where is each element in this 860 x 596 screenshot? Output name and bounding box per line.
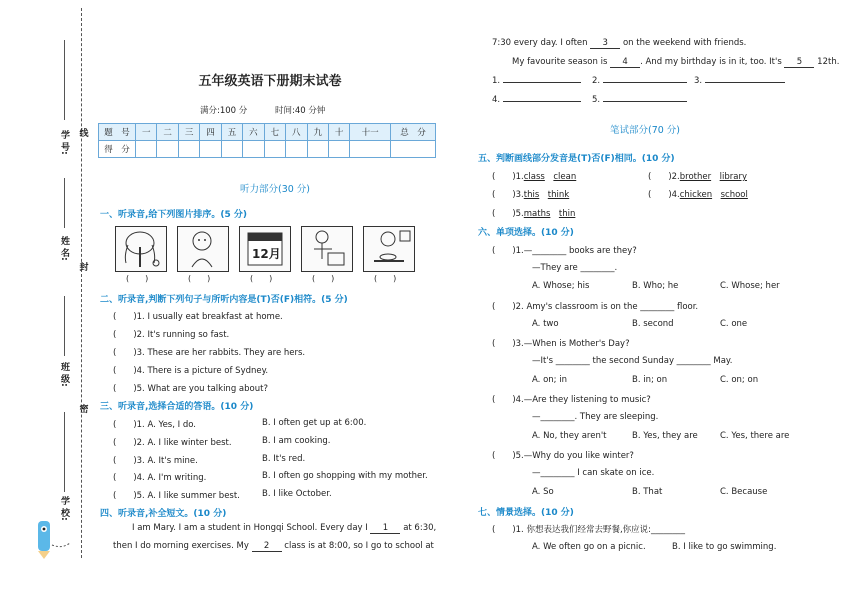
- order-blank[interactable]: ( ): [312, 274, 335, 283]
- calendar-text: 12月: [252, 247, 281, 261]
- mc-option-b[interactable]: B. Yes, they are: [632, 431, 698, 441]
- answer-line-2[interactable]: 2.: [592, 76, 687, 86]
- score-table-header: 二: [157, 124, 178, 141]
- tf-item: ( )2. It's running so fast.: [113, 330, 230, 340]
- seal-char-xian: 线: [79, 129, 89, 139]
- choice-option-b: B. I often go shopping with my mother.: [262, 471, 428, 481]
- section-6-title: 六、单项选择。(10 分): [478, 228, 574, 238]
- pencil-mascot-icon: [28, 515, 76, 561]
- choice-option-b: B. I like October.: [262, 489, 332, 499]
- order-blank[interactable]: ( ): [126, 274, 149, 283]
- tree-picture: [115, 226, 167, 272]
- mc-question-line2: —They are ________.: [532, 263, 618, 273]
- tf-item: ( )3. These are her rabbits. They are hers.: [113, 348, 306, 358]
- mc-question: ( )3.—When is Mother's Day?: [492, 339, 630, 349]
- phonics-item: ( )1.class clean: [492, 172, 577, 182]
- tf-item: ( )4. There is a picture of Sydney.: [113, 366, 269, 376]
- mc-option-b[interactable]: B. That: [632, 487, 663, 497]
- seal-char-feng: 封: [79, 263, 89, 273]
- student-name-label: 姓 名:: [59, 236, 69, 261]
- score-cell[interactable]: [136, 141, 157, 158]
- calendar-picture: [239, 226, 291, 272]
- situation-option-b[interactable]: B. I like to go swimming.: [672, 542, 777, 552]
- school-line[interactable]: [64, 412, 65, 492]
- score-table-header: 总 分: [391, 124, 436, 141]
- mc-question: ( )2. Amy's classroom is on the ________ floor.: [492, 302, 699, 312]
- choice-option-b: B. It's red.: [262, 454, 306, 464]
- score-table-header: 三: [178, 124, 199, 141]
- score-cell[interactable]: [264, 141, 285, 158]
- answer-line-3[interactable]: 3.: [694, 76, 785, 86]
- mc-question-line2: —________. They are sleeping.: [532, 412, 659, 422]
- blank-1[interactable]: 1: [370, 523, 400, 534]
- score-row-label: 得 分: [99, 141, 136, 158]
- mc-option-c[interactable]: C. Whose; her: [720, 281, 780, 291]
- passage-line-2: then I do morning exercises. My 2 class is at 8:00, so I go to school at: [113, 541, 434, 551]
- class-line[interactable]: [64, 296, 65, 356]
- score-table-header: 五: [221, 124, 242, 141]
- mc-option-c[interactable]: C. one: [720, 319, 748, 329]
- time-limit: 时间:40 分钟: [275, 106, 326, 116]
- tf-item: ( )5. What are you talking about?: [113, 384, 268, 394]
- phonics-item: ( )2.brother library: [648, 172, 747, 182]
- order-blank[interactable]: ( ): [250, 274, 273, 283]
- blank-5[interactable]: 5: [784, 57, 814, 68]
- mc-question: ( )4.—Are they listening to music?: [492, 395, 651, 405]
- section-7-title: 七、情景选择。(10 分): [478, 508, 574, 518]
- choice-item: ( )1. A. Yes, I do.: [113, 420, 196, 430]
- situation-question: ( )1. 你想表达我们经常去野餐,你应说:________: [492, 525, 686, 535]
- mc-option-b[interactable]: B. in; on: [632, 375, 668, 385]
- section-3-title: 三、听录音,选择合适的答语。(10 分): [100, 402, 254, 412]
- dog-picture: [177, 226, 229, 272]
- score-cell[interactable]: [286, 141, 307, 158]
- score-cell[interactable]: [307, 141, 328, 158]
- answer-line-1[interactable]: 1.: [492, 76, 581, 86]
- mc-question: ( )1.—________ books are they?: [492, 246, 637, 256]
- section-4-title: 四、听录音,补全短文。(10 分): [100, 509, 227, 519]
- eating-picture: [363, 226, 415, 272]
- mc-option-a[interactable]: A. on; in: [532, 375, 567, 385]
- score-table-header: 八: [286, 124, 307, 141]
- choice-item: ( )3. A. It's mine.: [113, 456, 198, 466]
- passage-line-4: My favourite season is 4 . And my birthday is in it, too. It's 5 12th.: [512, 57, 840, 67]
- passage-line-1: I am Mary. I am a student in Hongqi School. Every day I 1 at 6:30,: [132, 523, 437, 533]
- mc-option-c[interactable]: C. Because: [720, 487, 768, 497]
- score-cell[interactable]: [157, 141, 178, 158]
- full-score: 满分:100 分: [200, 106, 248, 116]
- score-table-header: 题 号: [99, 124, 136, 141]
- seal-char-mi: 密: [79, 405, 89, 415]
- order-blank[interactable]: ( ): [188, 274, 211, 283]
- passage-line-3: 7:30 every day. I often 3 on the weekend with friends.: [492, 38, 747, 48]
- mc-option-b[interactable]: B. Who; he: [632, 281, 679, 291]
- section-1-title: 一、听录音,给下列图片排序。(5 分): [100, 210, 248, 220]
- choice-option-b: B. I often get up at 6:00.: [262, 418, 367, 428]
- score-table-header: 十一: [350, 124, 391, 141]
- score-cell[interactable]: [350, 141, 391, 158]
- score-cell[interactable]: [243, 141, 264, 158]
- score-cell[interactable]: [391, 141, 436, 158]
- mc-option-a[interactable]: A. No, they aren't: [532, 431, 607, 441]
- mc-question-line2: —It's ________ the second Sunday ________ May.: [532, 356, 733, 366]
- student-number-label: 学 号:: [59, 130, 69, 155]
- score-table-header: 六: [243, 124, 264, 141]
- number-line[interactable]: [64, 40, 65, 120]
- situation-option-a[interactable]: A. We often go on a picnic.: [532, 542, 646, 552]
- mc-option-a[interactable]: A. two: [532, 319, 559, 329]
- answer-line-4[interactable]: 4.: [492, 95, 581, 105]
- order-blank[interactable]: ( ): [374, 274, 397, 283]
- score-cell[interactable]: [178, 141, 199, 158]
- mc-option-c[interactable]: C. on; on: [720, 375, 759, 385]
- blank-3[interactable]: 3: [590, 38, 620, 49]
- score-cell[interactable]: [328, 141, 349, 158]
- blank-4[interactable]: 4: [610, 57, 640, 68]
- score-cell[interactable]: [200, 141, 221, 158]
- phonics-item: ( )3.this think: [492, 190, 570, 200]
- score-table-header: 四: [200, 124, 221, 141]
- section-5-title: 五、判断画线部分发音是(T)否(F)相同。(10 分): [478, 154, 675, 164]
- score-table-header: 九: [307, 124, 328, 141]
- choice-item: ( )5. A. I like summer best.: [113, 491, 240, 501]
- choice-item: ( )2. A. I like winter best.: [113, 438, 232, 448]
- name-line[interactable]: [64, 178, 65, 228]
- mc-option-a[interactable]: A. Whose; his: [532, 281, 590, 291]
- shopping-picture: [301, 226, 353, 272]
- mc-question-line2: —________ I can skate on ice.: [532, 468, 655, 478]
- mc-option-c[interactable]: C. Yes, there are: [720, 431, 790, 441]
- writing-part-title: 笔试部分(70 分): [609, 125, 681, 136]
- blank-2[interactable]: 2: [252, 541, 282, 552]
- tf-item: ( )1. I usually eat breakfast at home.: [113, 312, 283, 322]
- phonics-item: ( )5.maths thin: [492, 209, 576, 219]
- mc-question: ( )5.—Why do you like winter?: [492, 451, 634, 461]
- mc-option-a[interactable]: A. So: [532, 487, 554, 497]
- section-2-title: 二、听录音,判断下列句子与所听内容是(T)否(F)相符。(5 分): [100, 295, 348, 305]
- mc-option-b[interactable]: B. second: [632, 319, 674, 329]
- choice-option-b: B. I am cooking.: [262, 436, 331, 446]
- choice-item: ( )4. A. I'm writing.: [113, 473, 207, 483]
- score-table: [98, 123, 436, 158]
- binding-line: [81, 8, 82, 558]
- listening-part-title: 听力部分(30 分): [239, 184, 311, 195]
- school-label: 学 校:: [59, 496, 69, 521]
- exam-title: 五年级英语下册期末试卷: [198, 74, 342, 89]
- phonics-item: ( )4.chicken school: [648, 190, 748, 200]
- class-label: 班 级:: [59, 362, 69, 387]
- score-table-header: 七: [264, 124, 285, 141]
- score-cell[interactable]: [221, 141, 242, 158]
- answer-line-5[interactable]: 5.: [592, 95, 687, 105]
- score-table-header: 一: [136, 124, 157, 141]
- score-table-header: 十: [328, 124, 349, 141]
